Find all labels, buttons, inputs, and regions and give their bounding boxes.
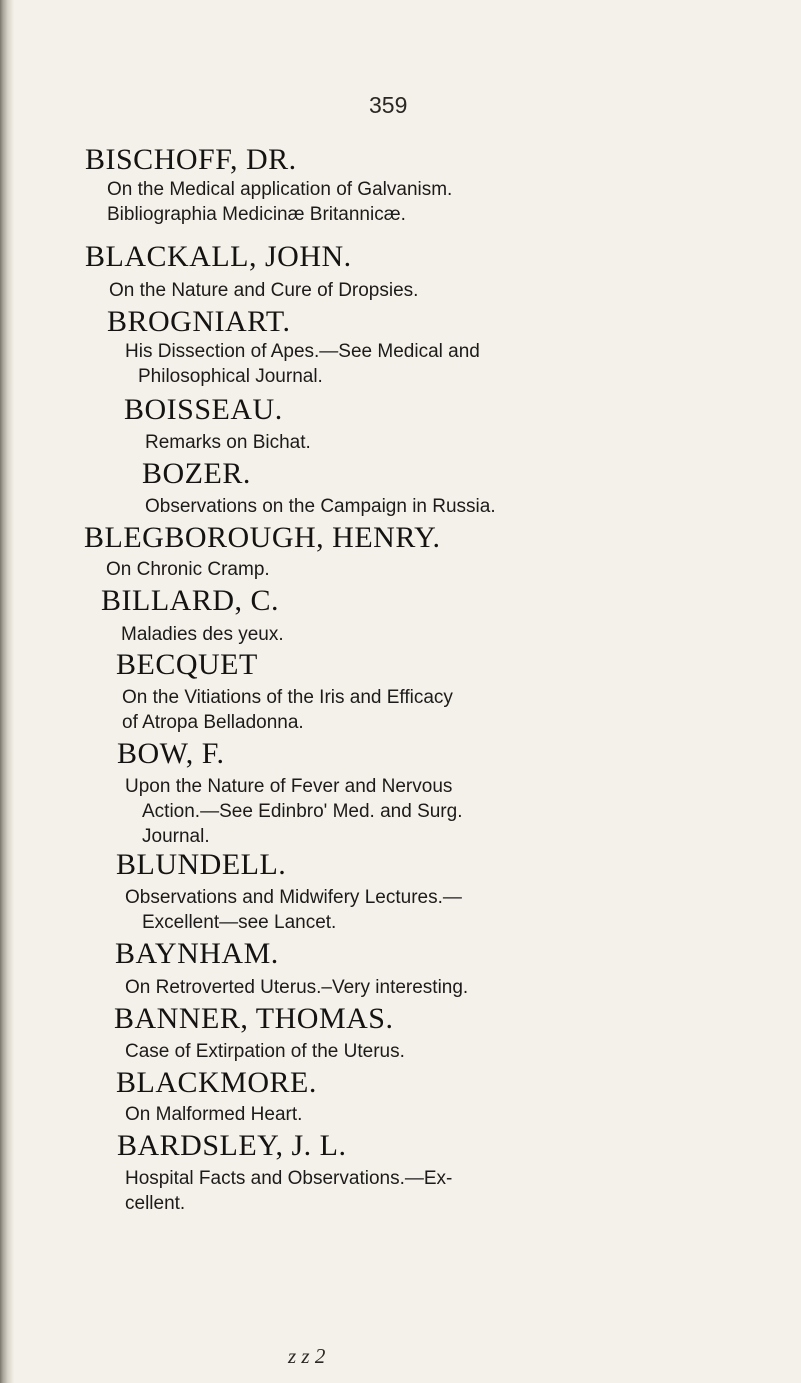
- entry-name: BAYNHAM.: [115, 937, 279, 970]
- signature-mark: z z 2: [288, 1344, 326, 1368]
- entry-name: BOW, F.: [117, 737, 225, 770]
- entry-name: BECQUET: [116, 648, 258, 681]
- entry-name: BISCHOFF, DR.: [85, 143, 297, 176]
- description-line: Upon the Nature of Fever and Nervous: [125, 776, 453, 797]
- page-edge: [0, 0, 14, 1383]
- description-line: Action.—See Edinbro' Med. and Surg.: [142, 801, 463, 822]
- entry-description: [107, 177, 452, 227]
- description-line: Bibliographia Medicinæ Britannicæ.: [107, 204, 406, 225]
- description-line: Hospital Facts and Observations.—Ex-: [125, 1168, 453, 1189]
- description-line: Excellent—see Lancet.: [142, 912, 337, 933]
- description-line: On Retroverted Uterus.–Very interesting.: [125, 977, 469, 998]
- entry-name: BANNER, THOMAS.: [114, 1002, 394, 1035]
- description-line: On the Nature and Cure of Dropsies.: [109, 280, 419, 301]
- entry-name: BOISSEAU.: [124, 393, 283, 426]
- entry-description: [122, 685, 453, 735]
- entry-description: [125, 885, 462, 935]
- entry-description: [106, 557, 270, 582]
- description-line: Philosophical Journal.: [138, 366, 323, 387]
- description-line: Remarks on Bichat.: [145, 432, 311, 453]
- entry-name: BARDSLEY, J. L.: [117, 1129, 347, 1162]
- entry-name: BLUNDELL.: [116, 848, 287, 881]
- entry-description: [145, 494, 496, 519]
- description-line: On the Vitiations of the Iris and Efficacy: [122, 687, 453, 708]
- page-number: 359: [369, 92, 408, 118]
- entry-name: BLEGBOROUGH, HENRY.: [84, 521, 441, 554]
- entry-name: BILLARD, C.: [101, 584, 279, 617]
- description-line: cellent.: [125, 1193, 186, 1214]
- description-line: of Atropa Belladonna.: [122, 712, 304, 733]
- entry-description: [125, 975, 468, 1000]
- description-line: Observations on the Campaign in Russia.: [145, 496, 496, 517]
- description-line: His Dissection of Apes.—See Medical and: [125, 341, 480, 362]
- entry-description: [145, 430, 311, 455]
- entry-name: BOZER.: [142, 457, 251, 490]
- entry-name: BLACKMORE.: [116, 1066, 317, 1099]
- entry-description: [125, 1102, 302, 1127]
- description-line: On Malformed Heart.: [125, 1104, 303, 1125]
- description-line: Maladies des yeux.: [121, 624, 284, 645]
- entry-description: [125, 1166, 452, 1216]
- description-line: Case of Extirpation of the Uterus.: [125, 1041, 405, 1062]
- entry-description: [125, 774, 462, 849]
- entry-description: [121, 622, 284, 647]
- entry-name: BROGNIART.: [107, 305, 291, 338]
- entry-description: [125, 339, 480, 389]
- description-line: Journal.: [142, 826, 210, 847]
- description-line: On Chronic Cramp.: [106, 559, 270, 580]
- entry-name: BLACKALL, JOHN.: [85, 240, 352, 273]
- entry-description: [109, 278, 418, 303]
- description-line: On the Medical application of Galvanism.: [107, 179, 453, 200]
- entry-description: [125, 1039, 405, 1064]
- description-line: Observations and Midwifery Lectures.—: [125, 887, 462, 908]
